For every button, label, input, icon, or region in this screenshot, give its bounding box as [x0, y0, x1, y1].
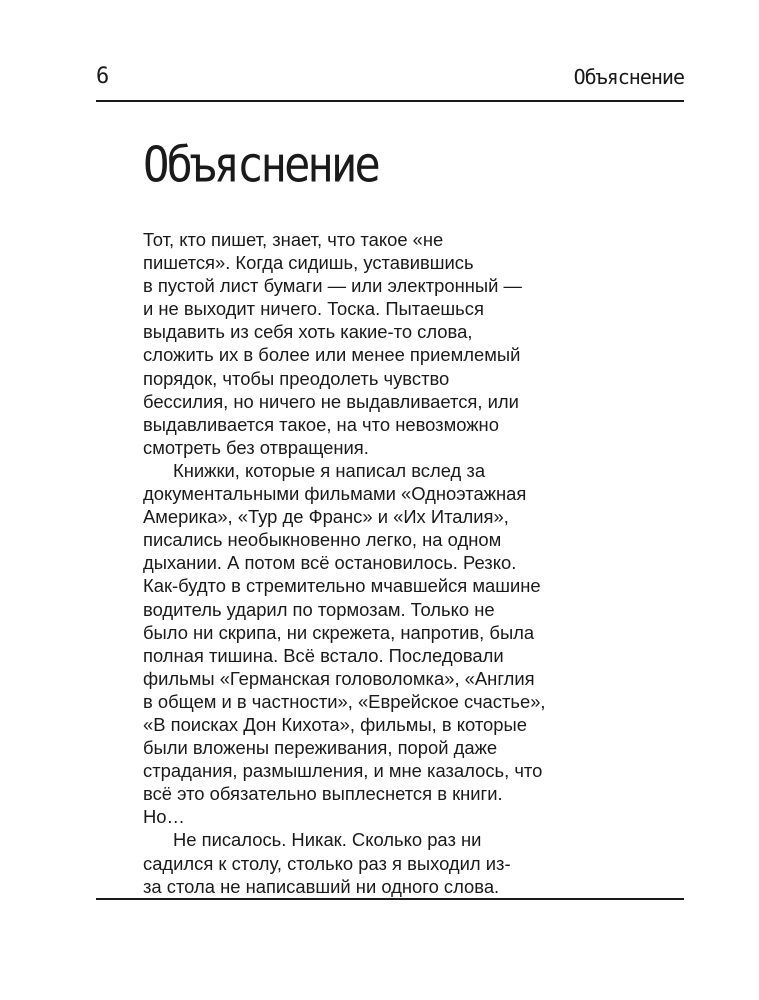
text-line: бессилия, но ничего не выдавливается, или — [143, 390, 519, 412]
text-line: «В поисках Дон Кихота», фильмы, в которые — [143, 713, 527, 735]
text-line: в пустой лист бумаги — или электронный — — [143, 275, 522, 297]
chapter-title: Объяснение — [143, 136, 378, 194]
text-line: Как-будто в стремительно мчавшейся машине — [143, 575, 541, 597]
text-line: фильмы «Германская головоломка», «Англия — [143, 667, 535, 689]
text-line: писались необыкновенно легко, на одном — [143, 529, 502, 551]
text-line: и не выходит ничего. Тоска. Пытаешься — [143, 298, 484, 320]
text-line: смотреть без отвращения. — [143, 436, 369, 458]
running-title: Объяснение — [573, 65, 684, 89]
text-line: полная тишина. Всё встало. Последовали — [143, 644, 504, 666]
body-text — [143, 228, 546, 898]
text-line: за стола не написавший ни одного слова. — [143, 875, 500, 897]
text-line: порядок, чтобы преодолеть чувство — [143, 367, 450, 389]
text-line: сложить их в более или менее приемлемый — [143, 344, 521, 366]
text-line: дыхании. А потом всё остановилось. Резко. — [143, 552, 517, 574]
header-divider — [96, 100, 684, 102]
text-line: страдания, размышления, и мне казалось, что — [143, 760, 543, 782]
text-line: выдавить из себя хоть какие-то слова, — [143, 321, 473, 343]
text-line: Америка», «Тур де Франс» и «Их Италия», — [143, 506, 509, 528]
text-line: водитель ударил по тормозам. Только не — [143, 598, 495, 620]
text-line: были вложены переживания, порой даже — [143, 737, 498, 759]
text-line: Тот, кто пишет, знает, что такое «не — [143, 229, 444, 250]
text-line: Книжки, которые я написал вслед за — [173, 459, 486, 481]
text-line: пишется». Когда сидишь, уставившись — [143, 252, 474, 274]
text-line: было ни скрипа, ни скрежета, напротив, была — [143, 621, 535, 643]
text-line: Но… — [143, 806, 185, 828]
text-line: садился к столу, столько раз я выходил из- — [143, 852, 511, 874]
page-number: 6 — [96, 64, 110, 89]
running-header — [96, 62, 684, 92]
text-line: Не писалось. Никак. Сколько раз ни — [173, 829, 482, 851]
text-line: документальными фильмами «Одноэтажная — [143, 483, 527, 505]
text-line: выдавливается такое, на что невозможно — [143, 413, 499, 435]
text-line: всё это обязательно выплеснется в книги. — [143, 783, 503, 805]
footer-divider — [96, 898, 684, 900]
text-line: в общем и в частности», «Еврейское счастье», — [143, 690, 546, 712]
